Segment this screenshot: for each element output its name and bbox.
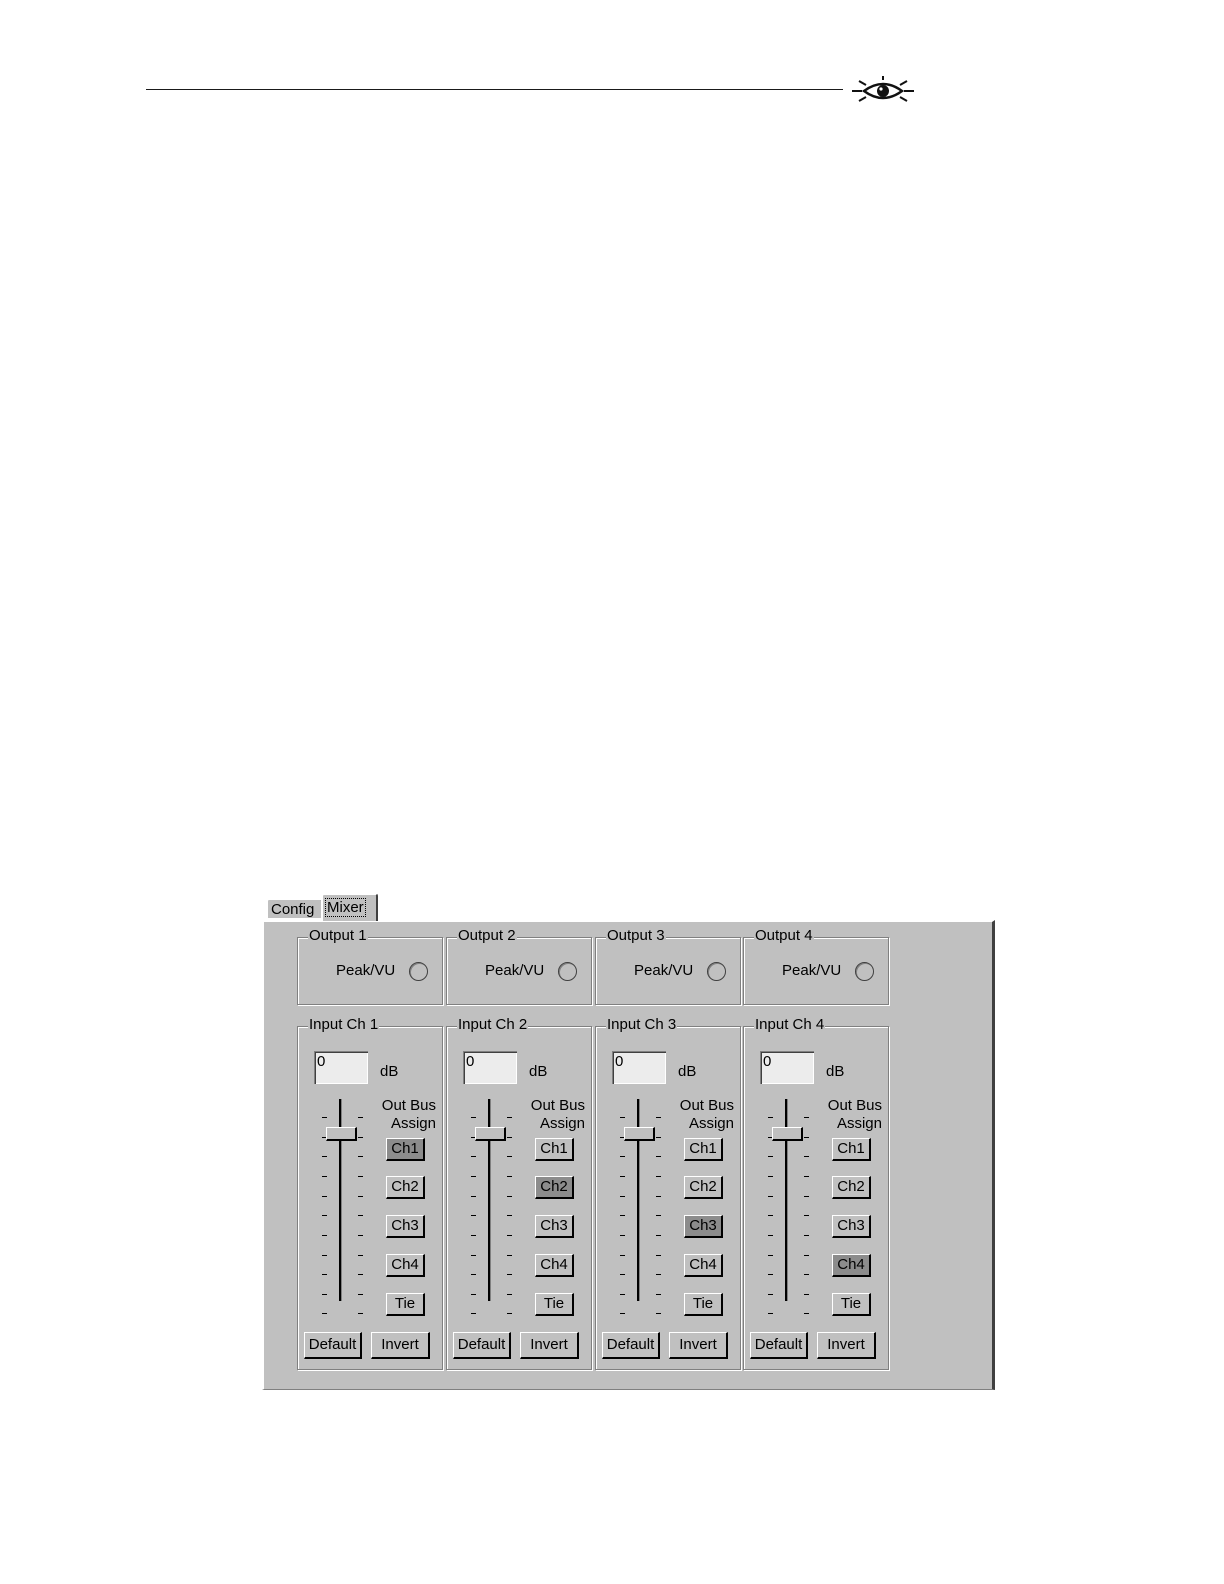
assign-label: Assign: [688, 1115, 734, 1132]
slider-tick: [620, 1255, 625, 1256]
out-bus-label: Out Bus: [827, 1097, 882, 1114]
input-title: Input Ch 1: [309, 1016, 379, 1033]
slider-tick: [620, 1156, 625, 1157]
slider-tick: [768, 1176, 773, 1177]
gain-slider[interactable]: [316, 1097, 368, 1303]
eye-icon: [850, 76, 916, 106]
slider-tick: [322, 1274, 327, 1275]
slider-tick: [358, 1156, 363, 1157]
tab-mixer[interactable]: [321, 893, 378, 921]
input-group-2: [446, 1016, 592, 1370]
bus-button-ch3[interactable]: Ch3: [684, 1215, 723, 1238]
slider-tick: [768, 1294, 773, 1295]
slider-tick: [804, 1156, 809, 1157]
slider-tick: [358, 1274, 363, 1275]
tab-config[interactable]: Config: [266, 898, 323, 918]
slider-tick: [507, 1235, 512, 1236]
output-title: Output 4: [755, 927, 813, 944]
slider-tick: [656, 1137, 661, 1138]
out-bus-label: Out Bus: [679, 1097, 734, 1114]
out-bus-assign-label: [513, 1097, 585, 1133]
slider-tick: [620, 1176, 625, 1177]
slider-tick: [471, 1117, 476, 1118]
assign-label: Assign: [539, 1115, 585, 1132]
bus-button-ch1[interactable]: Ch1: [832, 1138, 871, 1161]
slider-tick: [620, 1235, 625, 1236]
slider-tick: [620, 1313, 625, 1314]
slider-tick: [656, 1235, 661, 1236]
bus-button-ch4[interactable]: Ch4: [684, 1254, 723, 1277]
bus-button-tie[interactable]: Tie: [684, 1293, 723, 1316]
slider-tick: [358, 1196, 363, 1197]
slider-tick: [358, 1235, 363, 1236]
output-title: Output 1: [309, 927, 367, 944]
bus-button-tie[interactable]: Tie: [386, 1293, 425, 1316]
output-group-3: [595, 927, 741, 1005]
slider-tick: [471, 1313, 476, 1314]
output-group-2: [446, 927, 592, 1005]
output-group-4: [743, 927, 889, 1005]
slider-tick: [804, 1215, 809, 1216]
slider-tick: [322, 1176, 327, 1177]
slider-tick: [358, 1215, 363, 1216]
bus-button-ch1[interactable]: Ch1: [386, 1138, 425, 1161]
slider-tick: [620, 1294, 625, 1295]
slider-tick: [768, 1156, 773, 1157]
slider-tick: [322, 1156, 327, 1157]
assign-label: Assign: [390, 1115, 436, 1132]
out-bus-assign-label: [364, 1097, 436, 1133]
slider-tick: [358, 1137, 363, 1138]
slider-tick: [768, 1117, 773, 1118]
slider-tick: [656, 1215, 661, 1216]
slider-tick: [507, 1196, 512, 1197]
db-field[interactable]: [463, 1051, 517, 1084]
slider-tick: [507, 1176, 512, 1177]
bus-button-ch4[interactable]: Ch4: [386, 1254, 425, 1277]
db-unit-label: dB: [678, 1063, 697, 1080]
db-unit-label: dB: [826, 1063, 845, 1080]
input-title: Input Ch 3: [607, 1016, 677, 1033]
gain-slider[interactable]: [762, 1097, 814, 1303]
slider-thumb[interactable]: [624, 1127, 655, 1141]
default-button[interactable]: Default: [304, 1332, 362, 1359]
slider-tick: [471, 1156, 476, 1157]
bus-button-ch1[interactable]: Ch1: [684, 1138, 723, 1161]
mixer-window: [262, 893, 996, 1390]
slider-tick: [768, 1235, 773, 1236]
slider-tick: [358, 1176, 363, 1177]
output-group-1: [297, 927, 443, 1005]
peak-vu-indicator: [558, 962, 577, 981]
slider-tick: [507, 1313, 512, 1314]
slider-tick: [804, 1255, 809, 1256]
slider-tick: [322, 1196, 327, 1197]
slider-tick: [471, 1255, 476, 1256]
db-field[interactable]: [612, 1051, 666, 1084]
slider-tick: [322, 1215, 327, 1216]
peak-vu-indicator: [707, 962, 726, 981]
input-group-1: [297, 1016, 443, 1370]
slider-tick: [804, 1274, 809, 1275]
bus-button-ch2[interactable]: Ch2: [535, 1176, 574, 1199]
slider-tick: [768, 1313, 773, 1314]
invert-button[interactable]: Invert: [371, 1332, 430, 1359]
slider-tick: [471, 1196, 476, 1197]
slider-tick: [620, 1117, 625, 1118]
slider-tick: [656, 1196, 661, 1197]
slider-tick: [804, 1313, 809, 1314]
out-bus-label: Out Bus: [530, 1097, 585, 1114]
slider-tick: [656, 1255, 661, 1256]
slider-thumb[interactable]: [475, 1127, 506, 1141]
slider-tick: [768, 1274, 773, 1275]
slider-tick: [507, 1215, 512, 1216]
default-button[interactable]: Default: [602, 1332, 660, 1359]
slider-tick: [322, 1117, 327, 1118]
slider-tick: [322, 1235, 327, 1236]
slider-thumb[interactable]: [772, 1127, 803, 1141]
slider-tick: [804, 1117, 809, 1118]
bus-button-ch2[interactable]: Ch2: [386, 1176, 425, 1199]
slider-tick: [471, 1235, 476, 1236]
default-button[interactable]: Default: [750, 1332, 808, 1359]
slider-tick: [804, 1294, 809, 1295]
out-bus-assign-label: [662, 1097, 734, 1133]
slider-tick: [656, 1313, 661, 1314]
db-unit-label: dB: [529, 1063, 548, 1080]
peak-vu-label: Peak/VU: [336, 962, 396, 979]
slider-tick: [768, 1255, 773, 1256]
input-group-3: [595, 1016, 741, 1370]
slider-tick: [507, 1255, 512, 1256]
db-unit-label: dB: [380, 1063, 399, 1080]
bus-button-ch2[interactable]: Ch2: [832, 1176, 871, 1199]
tab-mixer-label: Mixer: [327, 899, 364, 916]
out-bus-assign-label: [810, 1097, 882, 1133]
invert-button[interactable]: Invert: [817, 1332, 876, 1359]
peak-vu-label: Peak/VU: [782, 962, 842, 979]
gain-slider[interactable]: [465, 1097, 517, 1303]
db-field[interactable]: [760, 1051, 814, 1084]
slider-tick: [471, 1274, 476, 1275]
slider-tick: [507, 1117, 512, 1118]
slider-thumb[interactable]: [326, 1127, 357, 1141]
default-button[interactable]: Default: [453, 1332, 511, 1359]
slider-tick: [804, 1235, 809, 1236]
invert-button[interactable]: Invert: [669, 1332, 728, 1359]
bus-button-tie[interactable]: Tie: [535, 1293, 574, 1316]
out-bus-label: Out Bus: [381, 1097, 436, 1114]
input-group-4: [743, 1016, 889, 1370]
gain-slider[interactable]: [614, 1097, 666, 1303]
slider-tick: [358, 1313, 363, 1314]
slider-tick: [471, 1176, 476, 1177]
slider-tick: [358, 1117, 363, 1118]
peak-vu-label: Peak/VU: [634, 962, 694, 979]
peak-vu-label: Peak/VU: [485, 962, 545, 979]
slider-tick: [322, 1255, 327, 1256]
slider-tick: [656, 1117, 661, 1118]
bus-button-ch2[interactable]: Ch2: [684, 1176, 723, 1199]
slider-tick: [358, 1255, 363, 1256]
input-title: Input Ch 2: [458, 1016, 528, 1033]
slider-tick: [620, 1196, 625, 1197]
slider-tick: [620, 1274, 625, 1275]
output-title: Output 3: [607, 927, 665, 944]
slider-tick: [471, 1215, 476, 1216]
peak-vu-indicator: [409, 962, 428, 981]
slider-tick: [507, 1156, 512, 1157]
bus-button-ch3[interactable]: Ch3: [832, 1215, 871, 1238]
slider-tick: [804, 1196, 809, 1197]
slider-tick: [322, 1294, 327, 1295]
slider-tick: [804, 1176, 809, 1177]
slider-tick: [656, 1274, 661, 1275]
slider-tick: [471, 1294, 476, 1295]
slider-tick: [507, 1137, 512, 1138]
slider-tick: [656, 1156, 661, 1157]
slider-tick: [768, 1215, 773, 1216]
peak-vu-indicator: [855, 962, 874, 981]
slider-tick: [620, 1215, 625, 1216]
bus-button-tie[interactable]: Tie: [832, 1293, 871, 1316]
slider-tick: [804, 1137, 809, 1138]
output-title: Output 2: [458, 927, 516, 944]
slider-tick: [507, 1294, 512, 1295]
assign-label: Assign: [836, 1115, 882, 1132]
bus-button-ch3[interactable]: Ch3: [535, 1215, 574, 1238]
slider-tick: [768, 1196, 773, 1197]
slider-tick: [656, 1176, 661, 1177]
mixer-panel: [262, 920, 995, 1390]
invert-button[interactable]: Invert: [520, 1332, 579, 1359]
bus-button-ch4[interactable]: Ch4: [832, 1254, 871, 1277]
input-title: Input Ch 4: [755, 1016, 825, 1033]
bus-button-ch1[interactable]: Ch1: [535, 1138, 574, 1161]
bus-button-ch4[interactable]: Ch4: [535, 1254, 574, 1277]
db-field[interactable]: [314, 1051, 368, 1084]
header-rule: [146, 89, 843, 90]
slider-tick: [507, 1274, 512, 1275]
bus-button-ch3[interactable]: Ch3: [386, 1215, 425, 1238]
slider-tick: [656, 1294, 661, 1295]
slider-tick: [358, 1294, 363, 1295]
slider-tick: [322, 1313, 327, 1314]
